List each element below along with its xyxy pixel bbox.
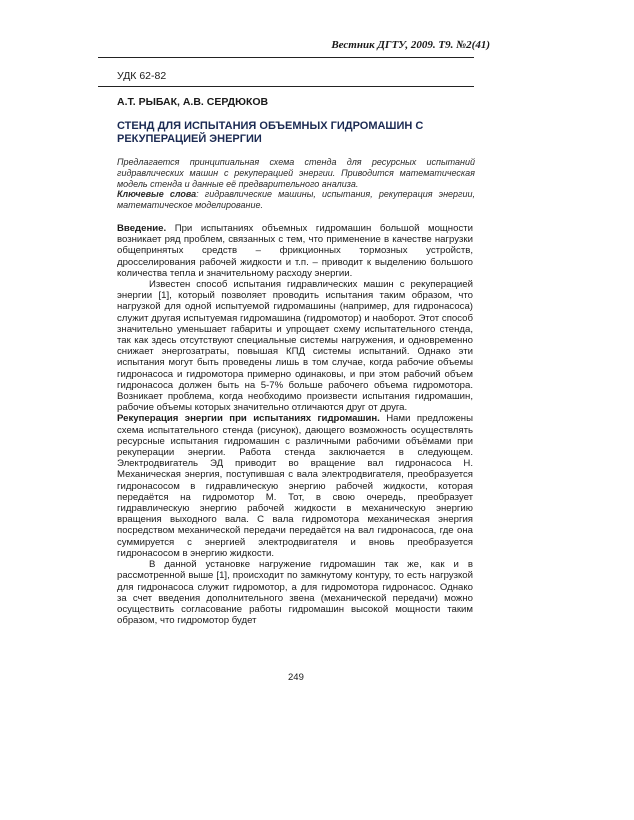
udc-rule — [98, 86, 474, 87]
abstract: Предлагается принципиальная схема стенда для ресурсных испытаний гидравлических машин с рекуперацией энергии. Приводится математическая модель стенда и данные её предварительного анализа. — [117, 157, 475, 189]
recuperation-text: Нами предложены схема испытательного стенда (рисунок), дающего возможность осуществлять ресурсные испытания гидромашин с различными рабочими объёмами при рекуперации энергии. Работа стенда заключается в следующем. Электродвигатель ЭД приводит во вращение вал гидронасоса Н. Механическая энергия, поступившая с вала электродвигателя, преобразуется гидронасосом в гидравлическую энергию рабочей жидкости, которая передаётся на гидромотор М. Тот, в свою очередь, преобразует гидравлическую энергию рабочей жидкости в механическую энергию вращения выходного вала. С вала гидромотора механическая энергия посредством механической передачи передаётся на вал гидронасоса, где она суммируется с энергией электродвигателя и вновь преобразуется гидронасосом в энергию жидкости. — [117, 413, 473, 559]
authors: А.Т. РЫБАК, А.В. СЕРДЮКОВ — [117, 96, 269, 108]
paragraph-4: В данной установке нагружение гидромашин так же, как и в рассмотренной выше [1], происходит по замкнутому контуру, то есть нагрузкой для гидронасоса служит гидромотор, а для гидромотора гидронасос. Однако за счет введения дополнительного звена (механической передачи) можно осуществить согласование работы гидромашин высокой мощности таким образом, что гидромотор будет — [117, 559, 473, 627]
keywords — [117, 189, 475, 211]
header-rule — [98, 57, 474, 58]
recuperation-lead: Рекуперация энергии при испытаниях гидромашин. — [117, 413, 380, 425]
intro-text: При испытаниях объемных гидромашин большой мощности возникает ряд проблем, связанных с тем, что применение в качестве нагрузки общепринятых средств – фрикционных тормозных устройств, дросселирования рабочей жидкости и т.п. – приводит к выделению большого количества тепла и значительному расходу энергии. — [117, 223, 473, 279]
recuperation-paragraph — [117, 413, 473, 559]
page-number: 249 — [288, 672, 304, 683]
article-title: СТЕНД ДЛЯ ИСПЫТАНИЯ ОБЪЕМНЫХ ГИДРОМАШИН С РЕКУПЕРАЦИЕЙ ЭНЕРГИИ — [117, 120, 424, 145]
journal-header: Вестник ДГТУ, 2009. Т9. №2(41) — [331, 39, 490, 51]
keywords-label: Ключевые слова — [117, 189, 197, 199]
udc-code: УДК 62-82 — [117, 70, 167, 82]
intro-lead: Введение. — [117, 223, 167, 234]
article-body — [117, 223, 473, 626]
paragraph-2: Известен способ испытания гидравлических машин с рекуперацией энергии [1], который позволяет проводить испытания таким образом, что нагрузкой для одной испытуемой гидромашины (например, для гидронасоса) служит другая испытуемая гидромашина (гидромотор) и наоборот. Этот способ значительно уменьшает габариты и упрощает схему испытательного стенда, так как здесь отсутствуют специальные системы нагружения, и одновременно снижает энергозатраты, повышая КПД системы испытаний. Однако эти испытания могут быть проведены лишь в том случае, когда рабочие объемы гидронасоса и гидромотора примерно одинаковы, и при этом рабочий объем гидронасоса должен быть на 5-7% больше рабочего объема гидромотора. Возникает проблема, когда необходимо произвести испытания гидромашин, рабочие объемы которых значительно отличаются друг от друга. — [117, 279, 473, 414]
keywords-text: : гидравлические машины, испытания, рекуперация энергии, математическое моделирование. — [117, 189, 475, 210]
intro-paragraph — [117, 223, 473, 279]
